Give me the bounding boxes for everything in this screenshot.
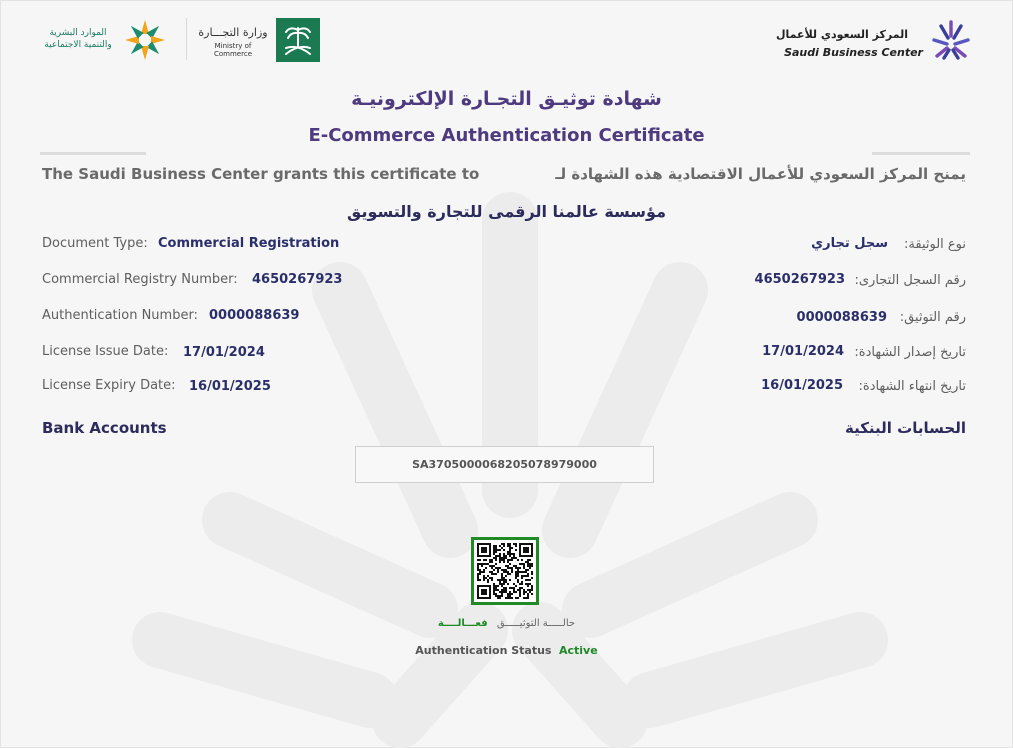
grant-statement-arabic: يمنح المركز السعودي للأعمال الاقتصادية هذه الشهادة لـ — [555, 165, 966, 183]
issue-date-value-en: 17/01/2024 — [183, 345, 265, 360]
registry-number-label-ar: رقم السجل التجارى: — [854, 273, 966, 288]
moc-logo-arabic: وزارة التجـــارة — [198, 26, 268, 39]
authentication-status-arabic — [0, 618, 1013, 629]
bank-accounts-title-ar: الحسابات البنكية — [844, 419, 966, 437]
certificate-title-arabic: شهادة توثيـق التجـارة الإلكترونيـة — [351, 88, 662, 110]
verification-qr-code[interactable] — [471, 537, 539, 605]
sbc-logo-arabic: المركز السعودي للأعمال — [776, 28, 908, 41]
registry-number-label-en: Commercial Registry Number: — [42, 272, 238, 287]
bank-accounts-title-en: Bank Accounts — [42, 419, 167, 437]
authentication-number-value-en: 0000088639 — [209, 308, 300, 323]
moc-logo-english: Ministry of Commerce — [214, 42, 252, 58]
sbc-logo-english: Saudi Business Center — [784, 46, 923, 59]
issue-date-value-ar: 17/01/2024 — [762, 344, 844, 359]
grant-divider-right — [872, 152, 970, 155]
status-label-en: Authentication Status — [415, 644, 552, 657]
expiry-date-value-ar: 16/01/2025 — [761, 378, 843, 393]
issue-date-label-en: License Issue Date: — [42, 344, 169, 359]
status-value-en: Active — [558, 644, 598, 657]
hrsd-ministry-logo — [34, 18, 174, 62]
authentication-status-english — [0, 644, 1013, 657]
certificate-title-english: E-Commerce Authentication Certificate — [308, 125, 705, 146]
ministry-of-commerce-logo — [196, 18, 321, 62]
status-label-ar: حالـــــة التوثيـــــق — [496, 618, 576, 629]
company-name: مؤسسة عالمنا الرقمى للتجارة والتسويق — [347, 202, 666, 221]
authentication-number-value-ar: 0000088639 — [796, 310, 887, 325]
document-type-value-ar: سجل تجاري — [811, 236, 888, 251]
authentication-number-label-en: Authentication Number: — [42, 308, 198, 323]
hrsd-logo-line1: الموارد البشرية — [49, 28, 107, 38]
expiry-date-label-en: License Expiry Date: — [42, 378, 176, 393]
registry-number-value-en: 4650267923 — [252, 272, 343, 287]
hrsd-logo-line2: والتنمية الاجتماعية — [44, 40, 112, 50]
authentication-number-label-ar: رقم التوثيق: — [899, 310, 966, 325]
iban-value: SA3705000068205078979000 — [412, 458, 597, 471]
status-value-ar: فعـــالــــة — [437, 618, 488, 629]
grant-divider-left — [40, 152, 146, 155]
expiry-date-label-ar: تاريخ انتهاء الشهادة: — [858, 379, 966, 394]
iban-box — [355, 446, 654, 483]
expiry-date-value-en: 16/01/2025 — [189, 379, 271, 394]
issue-date-label-ar: تاريخ إصدار الشهادة: — [854, 345, 966, 360]
document-type-label-en: Document Type: — [42, 236, 148, 251]
document-type-label-ar: نوع الوثيقة: — [904, 237, 966, 252]
hrsd-star-icon — [120, 18, 170, 62]
sbc-star-icon — [929, 18, 973, 62]
registry-number-value-ar: 4650267923 — [754, 272, 845, 287]
qr-code-icon — [477, 543, 533, 599]
saudi-business-center-logo — [776, 18, 973, 64]
palm-swords-emblem-icon — [276, 18, 320, 62]
logo-divider — [186, 18, 187, 60]
grant-statement-english: The Saudi Business Center grants this certificate to — [42, 165, 480, 183]
document-type-value-en: Commercial Registration — [158, 236, 340, 251]
